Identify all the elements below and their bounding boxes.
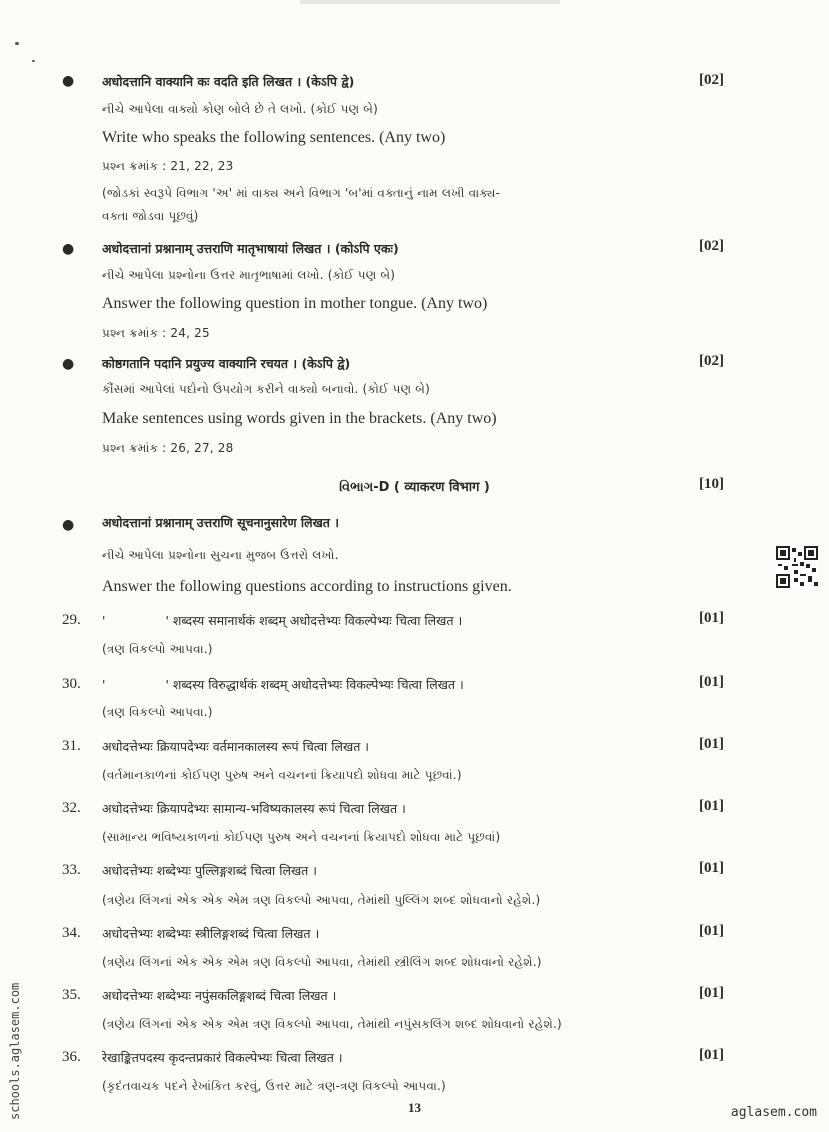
- question-marks: [01]: [699, 985, 724, 1001]
- section-1-sanskrit-instruction: अधोदत्तानि वाक्यानि कः वदति इति लिखत । (केऽपि द्वे): [102, 74, 355, 89]
- question-note: (સામાન્ય ભવિષ્યકાળનાં કોઈપણ પુરુષ અને વચનનાં ક્રિયાપદો શોધવા માટે પૂછવાં): [102, 830, 501, 844]
- section-d-title: વિભાગ-D ( व्याकरण विभाग ): [339, 480, 490, 495]
- bullet-icon: ●: [62, 356, 75, 372]
- question-marks: [01]: [699, 1047, 724, 1063]
- section-1-question-numbers: પ્રશ્ન ક્રમાંક : 21, 22, 23: [102, 159, 234, 173]
- question-text: अधोदत्तेभ्यः शब्देभ्यः नपुंसकलिङ्गशब्दं चित्वा लिखत ।: [102, 988, 337, 1003]
- section-3-marks: [02]: [699, 353, 724, 369]
- question-number: 34.: [62, 925, 81, 941]
- bullet-icon: ●: [62, 241, 75, 257]
- question-marks: [01]: [699, 860, 724, 876]
- question-marks: [01]: [699, 736, 724, 752]
- question-text: [102, 676, 464, 693]
- question-note: (કૃદંતવાચક પદને રેખાંકિત કરવું, ઉત્તર માટે ત્રણ-ત્રણ વિકલ્પો આપવા.): [102, 1079, 446, 1093]
- question-quote-open: ': [102, 613, 106, 628]
- question-number: 29.: [62, 612, 81, 628]
- question-text: अधोदत्तेभ्यः क्रियापदेभ्यः वर्तमानकालस्य रूपं चित्वा लिखत ।: [102, 739, 370, 754]
- section-3-english-instruction: Make sentences using words given in the brackets. (Any two): [102, 410, 497, 427]
- section-1-note-line-1: (જોડકાં સ્વરૂપે વિભાગ 'અ' માં વાક્ય અને વિભાગ 'બ'માં વક્તાનું નામ લખી વાક્ય-: [102, 186, 501, 200]
- question-text: अधोदत्तेभ्यः शब्देभ्यः पुल्लिङ्गशब्दं चित्वा लिखत ।: [102, 863, 318, 878]
- question-number: 30.: [62, 676, 81, 692]
- section-2-english-instruction: Answer the following question in mother tongue. (Any two): [102, 295, 488, 312]
- question-text-body: ' शब्दस्य समानार्थकं शब्दम् अधोदत्तेभ्यः विकल्पेभ्यः चित्वा लिखत ।: [165, 613, 463, 628]
- section-2-gujarati-instruction: નીચે આપેલા પ્રશ્નોના ઉત્તર માતૃભાષામાં લખો. (કોઈ પણ બે): [102, 268, 396, 282]
- section-1-gujarati-instruction: નીચે આપેલા વાક્યો કોણ બોલે છે તે લખો. (કોઈ પણ બે): [102, 102, 378, 116]
- section-2-question-numbers: પ્રશ્ન ક્રમાંક : 24, 25: [102, 326, 210, 340]
- question-number: 31.: [62, 738, 81, 754]
- scan-speck: [15, 42, 19, 45]
- question-number: 36.: [62, 1049, 81, 1065]
- question-note: (ત્રણ વિકલ્પો આપવા.): [102, 642, 213, 656]
- section-1-note-line-2: વક્તા જોડવા પૂછવું): [102, 209, 199, 223]
- question-number: 32.: [62, 800, 81, 816]
- page-number: 13: [408, 1100, 421, 1115]
- side-watermark: schools.aglasem.com: [8, 982, 22, 1120]
- section-2-sanskrit-instruction: अधोदत्तानां प्रश्नानाम् उत्तराणि मातृभाषायां लिखत । (कोऽपि एकः): [102, 241, 399, 256]
- question-text: रेखाङ्कितपदस्य कृदन्तप्रकारं विकल्पेभ्यः चित्वा लिखत ।: [102, 1050, 343, 1065]
- question-marks: [01]: [699, 610, 724, 626]
- section-1-english-instruction: Write who speaks the following sentences. (Any two): [102, 129, 446, 146]
- section-4-gujarati-instruction: નીચે આપેલા પ્રશ્નોના સુચના મુજબ ઉત્તરો લખો.: [102, 548, 339, 562]
- bullet-icon: ●: [62, 517, 75, 533]
- question-text: अधोदत्तेभ्यः क्रियापदेभ्यः सामान्य-भविष्यकालस्य रूपं चित्वा लिखत ।: [102, 801, 406, 816]
- question-number: 33.: [62, 862, 81, 878]
- qr-code-icon: [776, 546, 818, 588]
- question-text-body: ' शब्दस्य विरुद्धार्थकं शब्दम् अधोदत्तेभ्यः विकल्पेभ्यः चित्वा लिखत ।: [165, 677, 464, 692]
- section-d-marks: [10]: [699, 476, 724, 492]
- question-quote-open: ': [102, 677, 106, 692]
- section-1-marks: [02]: [699, 72, 724, 88]
- question-text: अधोदत्तेभ्यः शब्देभ्यः स्त्रीलिङ्गशब्दं चित्वा लिखत ।: [102, 926, 320, 941]
- question-marks: [01]: [699, 923, 724, 939]
- question-text: [102, 612, 462, 629]
- section-3-sanskrit-instruction: कोष्ठगतानि पदानि प्रयुज्य वाक्यानि रचयत । (केऽपि द्वे): [102, 356, 351, 371]
- section-3-gujarati-instruction: કૌંસમાં આપેલાં પદોનો ઉપયોગ કરીને વાક્યો બનાવો. (કોઈ પણ બે): [102, 382, 430, 396]
- bullet-icon: ●: [62, 73, 75, 89]
- question-note: (ત્રણેય લિંગનાં એક એક એમ ત્રણ વિકલ્પો આપવા, તેમાંથી સ્ત્રીલિંગ શબ્દ શોધવાનો રહેશે.): [102, 955, 542, 969]
- scan-top-mark: [300, 0, 560, 4]
- question-marks: [01]: [699, 674, 724, 690]
- section-3-question-numbers: પ્રશ્ન ક્રમાંક : 26, 27, 28: [102, 441, 234, 455]
- section-4-english-instruction: Answer the following questions according to instructions given.: [102, 578, 512, 595]
- corner-watermark: aglasem.com: [730, 1105, 817, 1120]
- question-marks: [01]: [699, 798, 724, 814]
- section-4-sanskrit-instruction: अधोदत्तानां प्रश्नानाम् उत्तराणि सूचनानुसारेण लिखत ।: [102, 515, 340, 530]
- question-note: (ત્રણેય લિંગનાં એક એક એમ ત્રણ વિકલ્પો આપવા, તેમાંથી પુલ્લિંગ શબ્દ શોધવાનો રહેશે.): [102, 893, 541, 907]
- question-note: (વર્તમાનકાળનાં કોઈપણ પુરુષ અને વચનનાં ક્રિયાપદો શોધવા માટે પૂછવાં.): [102, 768, 462, 782]
- section-2-marks: [02]: [699, 238, 724, 254]
- question-note: (ત્રણ વિકલ્પો આપવા.): [102, 705, 213, 719]
- question-note: (ત્રણેય લિંગનાં એક એક એમ ત્રણ વિકલ્પો આપવા, તેમાંથી નપુંસકલિંગ શબ્દ શોધવાનો રહેશે.): [102, 1017, 562, 1031]
- question-number: 35.: [62, 987, 81, 1003]
- scan-speck: [32, 60, 35, 62]
